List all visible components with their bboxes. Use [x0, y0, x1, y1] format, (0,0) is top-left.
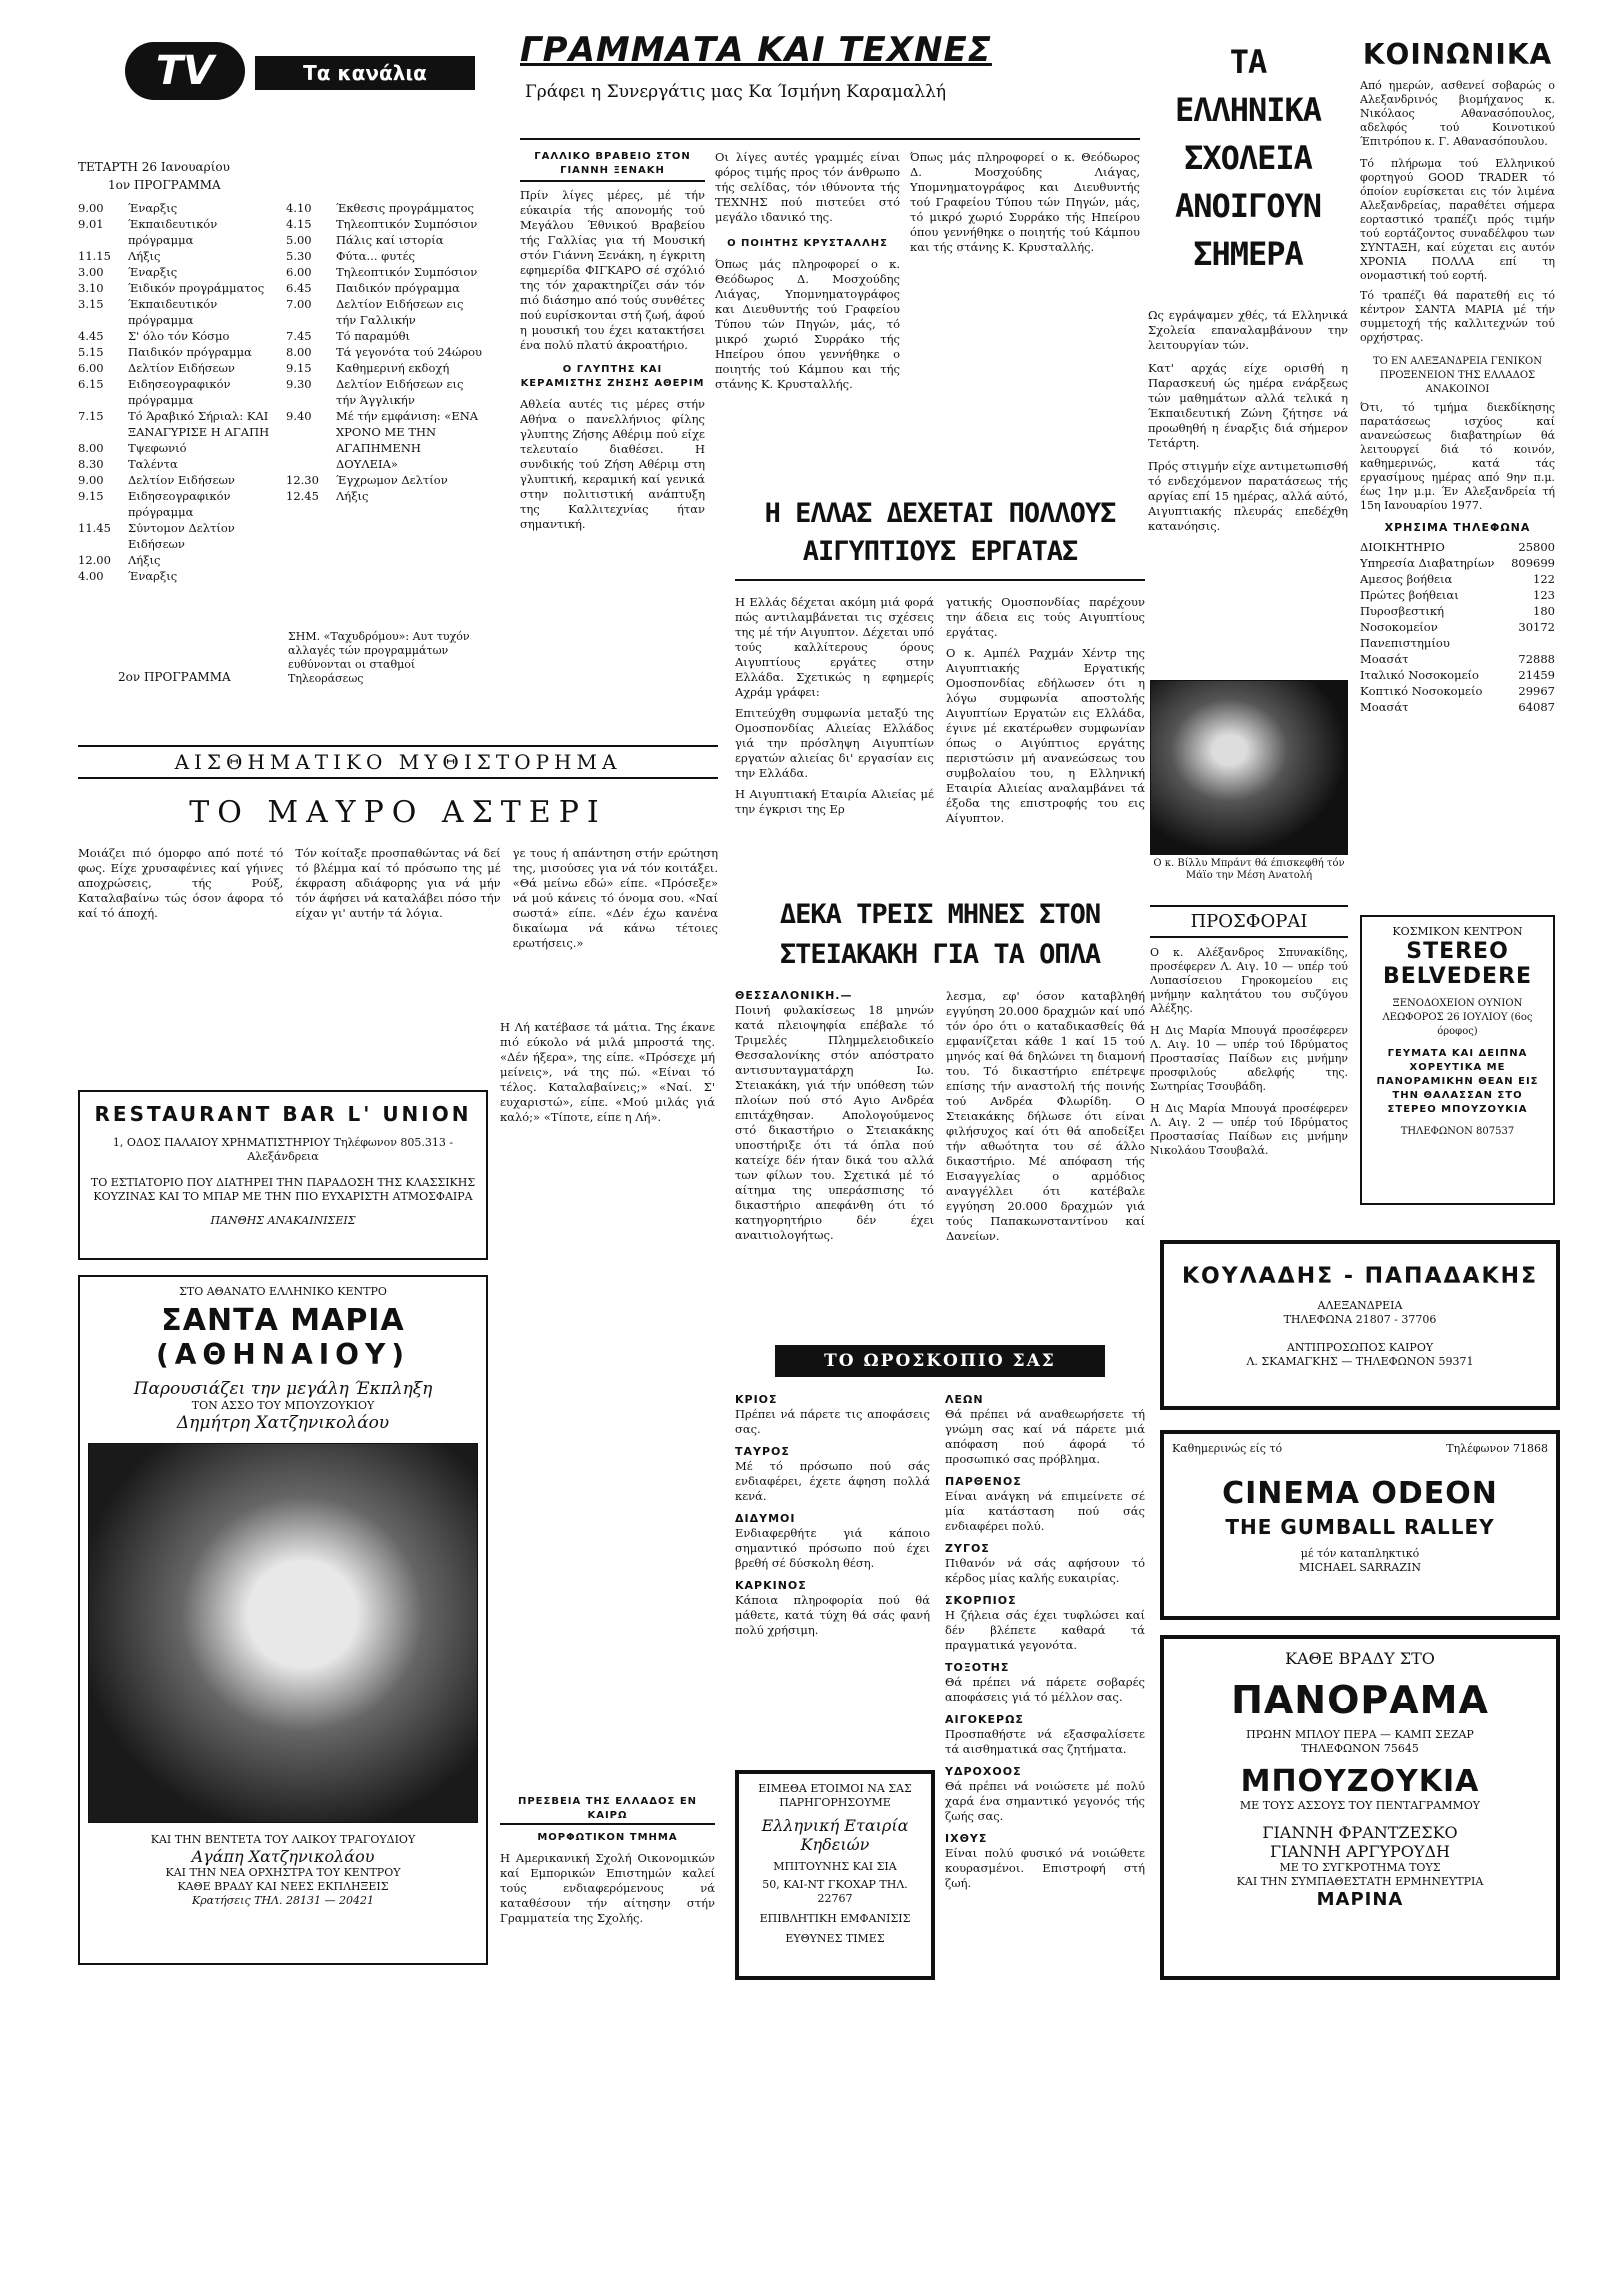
tv-logo-banner — [95, 38, 480, 103]
kouladis-city: ΑΛΕΞΑΝΔΡΕΙΑ — [1317, 1299, 1403, 1312]
stereo-line-5: ΓΕΥΜΑΤΑ ΚΑΙ ΔΕΙΠΝΑ ΧΟΡΕΥΤΙΚΑ ΜΕ ΠΑΝΟΡΑΜΙΚΗΝ ΘΕΑΝ ΕΙΣ ΤΗΝ ΘΑΛΑΣΣΑΝ ΣΤΟ ΣΤΕΡΕΟ ΜΠΟΥΖΟΥΚΙΑ — [1376, 1048, 1539, 1115]
santa-line-4: Παρουσιάζει την μεγάλη Έκπληξη — [133, 1379, 433, 1399]
embassy-heading: ΠΡΕΣΒΕΙΑ ΤΗΣ ΕΛΛΑΔΟΣ ΕΝ ΚΑΙΡΩ — [500, 1795, 715, 1825]
phones-list — [1360, 539, 1555, 715]
stereo-line-1: ΚΟΣΜΙΚΟΝ ΚΕΝΤΡΟΝ — [1392, 925, 1523, 938]
santa-line-7: ΚΑΙ ΤΗΝ ΒΕΝΤΕΤΑ ΤΟΥ ΛΑΙΚΟΥ ΤΡΑΓΟΥΔΙΟΥ — [150, 1833, 416, 1846]
tv-program-row — [78, 280, 278, 296]
schools-text-3: Πρός στιγμήν είχε αντιμετωπισθή τό ενδεχόμενον παρατάσεως τής αργίας επί 15 ημέρας, αλλά αύτό, Αιγυπτιακής πλευράς επεδέχθη κατανόησις. — [1148, 459, 1348, 533]
tv-program-row — [286, 280, 486, 296]
tv-program-row — [286, 408, 486, 472]
brandt-caption: Ο κ. Βίλλυ Μπράντ θά έπισκεφθή τόν Μάϊο την Μέση Ανατολή — [1153, 858, 1345, 881]
panorama-line-5: ΜΠΟΥΖΟΥΚΙΑ — [1240, 1764, 1480, 1799]
zodiac-sign: ΖΥΓΟΣ — [945, 1542, 990, 1555]
tv-time: 12.30 — [286, 473, 319, 487]
tv-show: Λήξις — [336, 489, 369, 503]
phone-label: Υπηρεσία Διαβατηρίων — [1360, 556, 1495, 570]
social-text-2: Τό πλήρωμα τού Ελληνικού φορτηγού GOOD TRADER τό όποίον ευρίσκεται εις τόν λιμένα Αλεξανδρείας, παραθέτει σήμερα εορταστικό τραπέζι πρός τιμήν τού εορτάζοντος συναδέλφου των ΣΥΝΤΑΞΗ, καί εύχεται εις αυτόν ΧΡΟΝΙΑ ΠΟΛΛΑ επί τη ονομαστική τού εορτή. — [1360, 157, 1555, 282]
zodiac-sign: ΚΑΡΚΙΝΟΣ — [735, 1579, 807, 1592]
zodiac-sign: ΣΚΟΡΠΙΟΣ — [945, 1594, 1017, 1607]
tv-show: Έκπαιδευτικόν πρόγραμμα — [128, 217, 218, 247]
stelakakis-text-1: Ποινή φυλακίσεως 18 μηνών κατά πλειοψηφία επέβαλε τό Τριμελές Πλημμελειοδικείο Θεσσαλονίκης στόν απόστρατο αντισυνταγματάρχη Ιω. Στειακάκη, γιά τήν υπόθεση τών πλοίων πού στό Αγιο Ανδρέα επιτάχθησαν. Απολογούμενος στό δικαστήριο ο Στειακάκης υποστήριξε ότι τά όπλα πού κατείχε δέν ήταν δικά του αλλά των φίλων του. Σχετικά μέ τό αίτημα της υπεράσπισης τό δικαστήριο απεφάνθη ότι τό κατηγορητήριο δέν έχει αναιτιολογήτως. — [735, 1003, 934, 1242]
letters-text-4: Αθλεία αυτές τις μέρες στήν Αθήνα ο πανελλήνιος φίλης γλυπτης Ζήσης Αθέριμ πού είχε τελευταίο διαθέσει. Η συνδικής τού Ζήση Αθέριμ στη γλυπτική, κεραμική καί γενικά στην πολιτιστική ανάπτυξη της Καλλιτεχνίας ήταν σημαντική. — [520, 397, 705, 531]
tv-program-row — [78, 296, 278, 328]
tv-time: 12.00 — [78, 553, 111, 567]
tv-program-row — [78, 216, 278, 248]
tv-time: 9.15 — [78, 489, 104, 503]
tv-time: 4.10 — [286, 201, 312, 215]
tv-show: Έκπαιδευτικόν πρόγραμμα — [128, 297, 218, 327]
zodiac-sign: ΑΙΓΟΚΕΡΩΣ — [945, 1713, 1024, 1726]
cinema-line-1: Καθημερινώς είς τό — [1172, 1442, 1283, 1455]
panorama-line-6: ΜΕ ΤΟΥΣ ΑΣΣΟΥΣ ΤΟΥ ΠΕΝΤΑΓΡΑΜΜΟΥ — [1239, 1799, 1481, 1812]
tv-program-row — [286, 216, 486, 232]
tv-show: Τό Άραβικό Σήριαλ: ΚΑΙ ΞΑΝΑΓΥΡΙΣΕ Η ΑΓΑΠΗ — [128, 409, 270, 439]
phone-row — [1360, 603, 1555, 619]
phone-number: 809699 — [1511, 556, 1555, 570]
offers-section — [1150, 905, 1348, 1205]
tv-show: Έκθεσις προγράμματος — [336, 201, 474, 215]
tv-show: Έναρξις — [128, 569, 178, 583]
tv-time: 5.00 — [286, 233, 312, 247]
tv-program-row — [286, 248, 486, 264]
phone-number: 25800 — [1518, 540, 1555, 554]
letters-text-2: Οι λίγες αυτές γραμμές είναι φόρος τιμής προς τόν άνθρωπο τής σελίδας, τόν ιθύνοντα τής ΤΕΧΝΗΣ πού πιστεύει στό μεγάλο ιδανικό της. — [715, 150, 900, 224]
tv-show: Φύτα... φυτές — [336, 249, 415, 263]
funeral-ad — [735, 1770, 935, 1980]
tv-program-row — [286, 360, 486, 376]
tv-schedule — [78, 160, 488, 720]
santa-photo — [88, 1443, 478, 1823]
phone-number: 64087 — [1518, 700, 1555, 714]
cinema-line-4: THE GUMBALL RALLEY — [1225, 1515, 1495, 1539]
tv-program-row — [78, 328, 278, 344]
tv-show: Έναρξις — [128, 265, 178, 279]
zodiac-text: Μέ τό πρόσωπο πού σάς ενδιαφέρει, έχετε άφηση πολλά κενά. — [735, 1459, 930, 1503]
funeral-line-2: Ελληνική Εταιρία Κηδειών — [761, 1816, 909, 1854]
tv-show: Παιδικόν πρόγραμμα — [128, 345, 252, 359]
greece-title: Η ΕΛΛΑΣ ΔΕΧΕΤΑΙ ΠΟΛΛΟΥΣ ΑΙΓΥΠΤΙΟΥΣ ΕΡΓΑΤΑΣ — [735, 495, 1145, 581]
restaurant-body: ΤΟ ΕΣΤΙΑΤΟΡΙΟ ΠΟΥ ΔΙΑΤΗΡΕΙ ΤΗΝ ΠΑΡΑΔΟΣΗ ΤΗΣ ΚΛΑΣΣΙΚΗΣ ΚΟΥΖΙΝΑΣ ΚΑΙ ΤΟ ΜΠΑΡ ΜΕ ΤΗΝ ΠΙΟ ΕΥΧΑΡΙΣΤΗ ΑΤΜΟΣΦΑΙΡΑ — [90, 1176, 476, 1203]
stereo-line-4: ΞΕΝΟΔΟΧΕΙΟΝ ΟΥΝΙΟΝ ΛΕΩΦΟΡΟΣ 26 ΙΟΥΛΙΟΥ (6ος όροφος) — [1382, 998, 1533, 1037]
tv-show: Δελτίον Ειδήσεων — [128, 361, 235, 375]
embassy-text: Η Αμερικανική Σχολή Οικονομικών καί Εμπορικών Επιστημών καλεί τούς ενδιαφερόμενους νά καταθέσουν τήν αίτησην στήν Γραμματεία της Σχολής. — [500, 1851, 715, 1925]
tv-program-row — [286, 472, 486, 488]
letters-byline: Γράφει η Συνεργάτις μας Κα Ίσμήνη Καραμαλλή — [525, 82, 947, 102]
restaurant-address: 1, ΟΔΟΣ ΠΑΛΑΙΟΥ ΧΡΗΜΑΤΙΣΤΗΡΙΟΥ Τηλέφωνον 805.313 - Αλεξάνδρεια — [112, 1136, 454, 1163]
brandt-photo-block — [1150, 680, 1348, 890]
greece-text-1: Η Ελλάς δέχεται ακόμη μιά φορά πώς αντιλαμβάνεται τις σχέσεις της μέ τήν Αιγυπτον. Δέχεται υπό τούς καλλίτερους όρους Αιγυπτίους εργάτες στην Ελλάδα. Σχετικώς η εφημερίς Αχράμ γράφει: — [735, 595, 934, 699]
panorama-line-8: ΓΙΑΝΝΗ ΑΡΓΥΡΟΥΔΗ — [1270, 1842, 1450, 1861]
santa-line-1: ΣΤΟ ΑΘΑΝΑΤΟ ΕΛΛΗΝΙΚΟ ΚΕΝΤΡΟ — [179, 1285, 387, 1298]
phone-number: 21459 — [1518, 668, 1555, 682]
phones-heading: ΧΡΗΣΙΜΑ ΤΗΛΕΦΩΝΑ — [1384, 521, 1531, 534]
tv-time: 7.00 — [286, 297, 312, 311]
tv-show: Έγχρωμον Δελτίον — [336, 473, 448, 487]
schools-title: ΤΑ ΕΛΛΗΝΙΚΑ ΣΧΟΛΕΙΑ ΑΝΟΙΓΟΥΝ ΣΗΜΕΡΑ — [1174, 43, 1322, 273]
tv-show: Δελτίον Ειδήσεων εις τήν Άγγλικήν — [336, 377, 464, 407]
social-text-4: Ότι, τό τμήμα διεκδίκησης παρατάσεως ισχύος καί ανανεώσεως διαβατηρίων θά λειτουργεί διά τό κοινόν, καθημερινώς, κατά τάς εργασίμους ημέρας από 9ην π.μ. έως 1ην μ.μ. Έν Αλεξανδρεία τή 15η Ιανουαρίου 1977. — [1360, 401, 1555, 512]
tv-time: 4.45 — [78, 329, 104, 343]
stelakakis-article — [735, 895, 1145, 1335]
offers-text-2: Η Δις Μαρία Μπουγά προσέφερεν Λ. Αιγ. 10 — υπέρ τού Ιδρύματος Προστασίας Παίδων εις μνήμην προσφιλούς αδελφής της. Σωτηρίας Τσουβάδη. — [1150, 1024, 1348, 1093]
zodiac-text: Θά πρέπει νά νοιώσετε μέ πολύ χαρά ένα σημαντικό γεγονός τής ζωής σας. — [945, 1779, 1145, 1823]
zodiac-text: Κάποια πληροφορία πού θά μάθετε, κατά τύχη θά σάς φανή πολύ χρήσιμη. — [735, 1593, 930, 1637]
phone-number: 180 — [1533, 604, 1555, 618]
phone-row — [1360, 555, 1555, 571]
funeral-line-5: ΕΠΙΒΛΗΤΙΚΗ ΕΜΦΑΝΙΣΙΣ — [759, 1912, 911, 1925]
restaurant-ad — [78, 1090, 488, 1260]
phone-row — [1360, 699, 1555, 715]
cinema-line-6: MICHAEL SARRAZIN — [1299, 1561, 1421, 1574]
greece-text-1b: Επιτεύχθη συμφωνία μεταξύ της Ομοσπονδίας Αλιείας Ελλάδος γιά την πρόσληψη Αιγυπτίων εργατών αλιείας δι' εργασίαν εις την Ελλάδα. — [735, 706, 934, 780]
santa-line-8: Αγάπη Χατζηνικολάου — [191, 1847, 375, 1866]
tv-show: Ειδησεογραφικόν πρόγραμμα — [128, 377, 231, 407]
phone-label: Μοασάτ — [1360, 652, 1409, 666]
tv-time: 11.15 — [78, 249, 111, 263]
letters-heading-2: Ο ΠΟΙΗΤΗΣ ΚΡΥΣΤΑΛΛΗΣ — [727, 238, 888, 249]
greece-article — [735, 495, 1145, 875]
zodiac-text: Είναι πολύ φυσικό νά νοιώθετε κουρασμένοι. Επιστροφή στή ζωή. — [945, 1846, 1145, 1890]
tv-program-2: 2ον ΠΡΟΓΡΑΜΜΑ — [118, 670, 231, 684]
zodiac-sign: ΥΔΡΟΧΟΟΣ — [945, 1765, 1022, 1778]
tv-time: 9.30 — [286, 377, 312, 391]
tv-time: 4.00 — [78, 569, 104, 583]
tv-time: 11.45 — [78, 521, 111, 535]
letters-header: ΓΡΑΜΜΑΤΑ ΚΑΙ ΤΕΧΝΕΣ — [520, 30, 992, 70]
tv-show: Δελτίον Ειδήσεων εις τήν Γαλλικήν — [336, 297, 464, 327]
tv-show: Έιδικόν προγράμματος — [128, 281, 265, 295]
zodiac-sign: ΤΑΥΡΟΣ — [735, 1445, 790, 1458]
kouladis-rep-2: Λ. ΣΚΑΜΑΓΚΗΣ — ΤΗΛΕΦΩΝΟΝ 59371 — [1246, 1355, 1474, 1368]
schools-text-2: Κατ' αρχάς είχε ορισθή η Παρασκευή ώς ημέρα ενάρξεως τών μαθημάτων αλλά τελικά η Έκπαιδευτική Ζώνη ζήτησε νά προωθηθή η έναρξις διά σήμερον Τετάρτη. — [1148, 361, 1348, 450]
tv-show: Δελτίον Ειδήσεων — [128, 473, 235, 487]
tv-time: 3.00 — [78, 265, 104, 279]
tv-time: 5.15 — [78, 345, 104, 359]
offers-title: ΠΡΟΣΦΟΡΑΙ — [1150, 905, 1348, 938]
tv-show: Τψεφωνιό — [128, 441, 187, 455]
phone-number: 72888 — [1518, 652, 1555, 666]
letters-heading-1: ΓΑΛΛΙΚΟ ΒΡΑΒΕΙΟ ΣΤΟΝ ΓΙΑΝΝΗ ΞΕΝΑΚΗ — [520, 150, 705, 182]
tv-subtitle: Τα κανάλια — [255, 56, 475, 90]
tv-program-row — [78, 264, 278, 280]
tv-time: 5.30 — [286, 249, 312, 263]
panorama-line-3: ΠΡΩΗΝ ΜΠΛΟΥ ΠΕΡΑ — ΚΑΜΠ ΣΕΖΑΡ — [1246, 1728, 1474, 1741]
tv-time: 7.45 — [286, 329, 312, 343]
phone-label: Νοσοκομείον Πανεπιστημίου — [1360, 620, 1450, 650]
panorama-line-1: ΚΑΘΕ ΒΡΑΔΥ ΣΤΟ — [1285, 1649, 1435, 1668]
tv-program-row — [78, 408, 278, 440]
panorama-line-10: ΚΑΙ ΤΗΝ ΣΥΜΠΑΘΕΣΤΑΤΗ ΕΡΜΗΝΕΥΤΡΙΑ — [1236, 1875, 1484, 1888]
santa-line-3: (ΑΘΗΝΑΙΟΥ) — [155, 1338, 411, 1371]
santa-maria-ad — [78, 1275, 488, 1965]
tv-program-row — [78, 456, 278, 472]
tv-program-row — [286, 344, 486, 360]
tv-time: 7.15 — [78, 409, 104, 423]
tv-program-row — [78, 248, 278, 264]
tv-time: 6.00 — [286, 265, 312, 279]
santa-line-6: Δημήτρη Χατζηνικολάου — [176, 1413, 390, 1433]
letters-heading-3: Ο ΓΛΥΠΤΗΣ ΚΑΙ ΚΕΡΑΜΙΣΤΗΣ ΖΗΣΗΣ ΑΘΕΡΙΜ — [520, 364, 705, 389]
phone-number: 122 — [1533, 572, 1555, 586]
tv-program-row — [78, 488, 278, 520]
tv-time: 12.45 — [286, 489, 319, 503]
novel-title: ΤΟ ΜΑΥΡΟ ΑΣΤΕΡΙ — [189, 795, 607, 830]
tv-show: Μέ τήν εμφάνιση: «ΕΝΑ ΧΡΟΝΟ ΜΕ ΤΗΝ ΑΓΑΠΗΜΕΝΗ ΔΟΥΛΕΙΑ» — [336, 409, 479, 471]
zodiac-sign: ΙΧΘΥΣ — [945, 1832, 988, 1845]
zodiac-sign: ΠΑΡΘΕΝΟΣ — [945, 1475, 1022, 1488]
phone-row — [1360, 539, 1555, 555]
letters-text-col3: Όπως μάς πληροφορεί ο κ. Θεόδωρος Δ. Μοσχούδης Λιάγας, Υπομνηματογράφος και Διευθυντής τού Γραφείου Τύπου τών Πηγών, μάς, τό μικρό χωριό Συρράκο τής Ηπείρου όπου γεννήθηκε ο ποιητής τού Κάμπου και τής στάνης Κ. Κρυσταλλής. — [910, 150, 1140, 254]
tv-show: Παιδικόν πρόγραμμα — [336, 281, 460, 295]
tv-program-row — [78, 568, 278, 584]
phone-label: ΔΙΟΙΚΗΤΗΡΙΟ — [1360, 540, 1445, 554]
tv-show: Καθημερινή εκδοχή — [336, 361, 450, 375]
zodiac-text: Προσπαθήστε νά εξασφαλίσετε τά αισθηματικά σας ζητήματα. — [945, 1727, 1145, 1756]
tv-show: Τό παραμύθι — [336, 329, 410, 343]
funeral-line-4: 50, ΚΑΙ-ΝΤ ΓΚΟΧΑΡ ΤΗΛ. 22767 — [762, 1878, 908, 1905]
cinema-line-3: CINEMA ODEON — [1222, 1476, 1498, 1511]
tv-show: Τηλεοπτικόν Συμπόσιον — [336, 265, 478, 279]
zodiac-text: Είναι ανάγκη νά επιμείνετε σέ μία κατάσταση πού σάς ενδιαφέρει πολύ. — [945, 1489, 1145, 1533]
tv-program-1: 1ον ΠΡΟΓΡΑΜΜΑ — [108, 178, 221, 192]
schools-text-1: Ως εγράψαμεν χθές, τά Ελληνικά Σχολεία επαναλαμβάνουν την λειτουργίαν τών. — [1148, 308, 1348, 352]
tv-time: 9.01 — [78, 217, 104, 231]
tv-program-row — [78, 200, 278, 216]
horoscope-title: ΤΟ ΩΡΟΣΚΟΠΙΟ ΣΑΣ — [775, 1345, 1105, 1377]
novel-col-3: γε τους ή απάντηση στήν ερώτηση της, μισούσες για νά τόν κοιτάξει. «Θά μείνω εδώ» είπε. «Πρόσεξε» νά μού κάνεις τό όνομα σου. «Ναί σωστά» είπε. «Δέν έχω κανένα δικαίωμα νά κάνω τέτοιες ερωτήσεις.» — [512, 846, 718, 950]
phone-number: 123 — [1533, 588, 1555, 602]
tv-time: 6.15 — [78, 377, 104, 391]
tv-time: 3.15 — [78, 297, 104, 311]
social-title: ΚΟΙΝΩΝΙΚΑ — [1362, 38, 1553, 71]
tv-program-row — [286, 488, 486, 504]
tv-show: Λήξις — [128, 249, 161, 263]
restaurant-title: RESTAURANT BAR L' UNION — [94, 1102, 472, 1126]
santa-line-5: ΤΟΝ ΑΣΣΟ ΤΟΥ ΜΠΟΥΖΟΥΚΙΟΥ — [191, 1399, 375, 1412]
santa-line-2: ΣΑΝΤΑ ΜΑΡΙΑ — [161, 1303, 405, 1338]
embassy-subheading: ΜΟΡΦΩΤΙΚΟΝ ΤΜΗΜΑ — [537, 1832, 678, 1843]
tv-time: 4.15 — [286, 217, 312, 231]
zodiac-sign: ΛΕΩΝ — [945, 1393, 984, 1406]
phone-label: Μοασάτ — [1360, 700, 1409, 714]
tv-time: 8.30 — [78, 457, 104, 471]
novel-top: ΑΙΣΘΗΜΑΤΙΚΟ ΜΥΘΙΣΤΟΡΗΜΑ — [78, 745, 718, 779]
greece-text-2: γατικής Ομοσπονδίας παρέχουν την άδεια εις τούς Αιγυπτίους εργάτας. — [946, 595, 1145, 639]
zodiac-text: Ενδιαφερθήτε γιά κάποιο σημαντικό πρόσωπο πού έχει βρεθή σέ δύσκολη θέση. — [735, 1526, 930, 1570]
funeral-line-1: ΕΙΜΕΘΑ ΕΤΟΙΜΟΙ ΝΑ ΣΑΣ ΠΑΡΗΓΟΡΗΣΟΥΜΕ — [758, 1782, 912, 1809]
santa-line-10: ΚΑΘΕ ΒΡΑΔΥ ΚΑΙ ΝΕΕΣ ΕΚΠΛΗΞΕΙΣ — [177, 1880, 389, 1893]
phone-row — [1360, 587, 1555, 603]
panorama-line-7: ΓΙΑΝΝΗ ΦΡΑΝΤΖΕΣΚΟ — [1262, 1823, 1458, 1842]
stereo-line-2: STEREO — [1406, 939, 1509, 964]
tv-show: Σ' όλο τόν Κόσμο — [128, 329, 230, 343]
stereo-line-3: BELVEDERE — [1382, 964, 1533, 989]
social-text-3: Τό τραπέζι θά παρατεθή εις τό κέντρον ΣΑΝΤΑ ΜΑΡΙΑ μέ τήν συμμετοχή τής καλλιτεχνών τού ορχήστρας. — [1360, 289, 1555, 344]
zodiac-text: Η ζήλεια σάς έχει τυφλώσει καί δέν βλέπετε καθαρά τά πραγματικά γεγονότα. — [945, 1608, 1145, 1652]
restaurant-sign: ΠΑΝΘΗΣ ΑΝΑΚΑΙΝΙΣΕΙΣ — [210, 1214, 356, 1227]
horoscope-left — [735, 1393, 930, 1753]
letters-text-1: Πρίν λίγες μέρες, μέ τήν εύκαιρία τής απονομής τού Μεγάλου Έθνικού Βραβείου τής Γαλλίας για τή Μουσική στόν Γιάννη Ξενάκη, η έγκριτη εφημερίδα ΦΙΓΚΑΡΟ σέ σχόλιό της τόν χαρακτηρίζει σάν τόν πιό διάσημο από τούς συνθέτες πού ευρίσκονται στή ζωή, άφού η μουσική του έχει κατακτήσει ένα πολύ πλατύ άκροατήριο. — [520, 188, 705, 352]
tv-program-row — [78, 440, 278, 456]
tv-program-row — [286, 328, 486, 344]
panorama-line-4: ΤΗΛΕΦΩΝΟΝ 75645 — [1301, 1742, 1419, 1755]
phone-label: Ιταλικό Νοσοκομείο — [1360, 668, 1479, 682]
tv-time: 6.00 — [78, 361, 104, 375]
novel-col-3-cont: Η Λή κατέβασε τά μάτια. Της έκανε πιό εύκολο νά μιλά μπροστά της. «Δέν ήξερα», της είπε. «Πρόσεχε μή μείνεις», νά της πώ. «Είναι τό τέλος. Καταλαβαίνεις;» «Ναί. Σ' ευχαριστώ», είπε. «Μού μιλάς γιά καλό;» «Τίποτε, είπε η Λή». — [500, 1020, 715, 1124]
letters-text-3: Όπως μάς πληροφορεί ο κ. Θεόδωρος Δ. Μοσχούδης Λιάγας, Υπομνηματογράφος και Διευθυντής τού Γραφείου Τύπου τών Πηγών, μάς, τό μικρό χωριό Συρράκο τής Ηπείρου όπου γεννήθηκε ο ποιητής τού Κάμπου και τής στάνης Κ. Κρυσταλλής. — [715, 257, 900, 391]
greece-text-2b: Ο κ. Αμπέλ Ραχμάν Χέντρ της Αιγυπτιακής Εργατικής Ομοσπονδίας εδήλωσεν ότι η λόγω συμφωνία αποστολής Αιγυπτίων Εργατών εις Ελλάδα, έγινε μέ εκατέρωθεν συμφωνίαν όπως ο Αιγύπτιος εργάτης περιστώσιν μή ανανεώσεως του συμβολαίου του, η Ελληνική Εταιρία Αλιείας αναλαμβάνει τά έξοδα της επιστροφής του εις Αίγυπτον. — [946, 646, 1145, 825]
phone-number: 29967 — [1518, 684, 1555, 698]
tv-time: 9.00 — [78, 201, 104, 215]
zodiac-sign: ΚΡΙΟΣ — [735, 1393, 778, 1406]
brandt-photo — [1150, 680, 1348, 855]
cinema-odeon-ad — [1160, 1430, 1560, 1620]
stereo-line-6: ΤΗΛΕΦΩΝΟΝ 807537 — [1400, 1126, 1515, 1137]
zodiac-sign: ΤΟΞΟΤΗΣ — [945, 1661, 1010, 1674]
tv-time: 9.40 — [286, 409, 312, 423]
tv-program-row — [286, 376, 486, 408]
tv-time: 9.15 — [286, 361, 312, 375]
tv-day: ΤΕΤΑΡΤΗ 26 Ιανουαρίου — [78, 160, 230, 174]
announce-heading: ΑΝΑΚΟΙΝΟΙ — [1425, 384, 1490, 395]
tv-show: Ταλέντα — [128, 457, 178, 471]
panorama-ad — [1160, 1635, 1560, 1980]
tv-show: Λήξις — [128, 553, 161, 567]
zodiac-text: Πιθανόν νά σάς αφήσουν τό κέρδος μίας καλής ευκαιρίας. — [945, 1556, 1145, 1585]
tv-note: ΣΗΜ. «Ταχυδρόμου»: Αυτ τυχόν αλλαγές τών προγραμμάτων ευθύνονται οι σταθμοί Τηλεοράσεως — [288, 630, 470, 685]
stelakakis-text-2: λεσμα, εφ' όσον καταβληθή εγγύηση 20.000 δραχμών καί υπό τόν όρο ότι ο καταδικασθείς θά εμφανίζεται κάθε 1 καί 15 τού μηνός καί θά δηλώνει τη διαμονή του. Τό δικαστήριο επέτρεψε επίσης τήν αναστολή τής ποινής τού Ανδρέα Φλωρίδη. Ο Στειακάκης δήλωσε ότι είναι φιλήσυχος καί ότι θά αποδείξει τήν αθωότητα του σέ άλλο δικαστήριο. Μέ απόφαση τής Εισαγγελίας ο αρμόδιος αναγγέλλει ότι κατέβαλε εγγύηση 20.000 δραχμών γιά τούς Παπακωνσταντίνου καί Δανείων. — [946, 989, 1145, 1243]
schools-article — [1148, 38, 1348, 678]
stereo-belvedere-ad — [1360, 915, 1555, 1205]
zodiac-text: Πρέπει νά πάρετε τις αποφάσεις σας. — [735, 1407, 930, 1436]
phone-label: Πρώτες βοήθειαι — [1360, 588, 1459, 602]
cinema-line-5: μέ τόν καταπληκτικό — [1300, 1547, 1420, 1560]
tv-program-row — [78, 360, 278, 376]
santa-line-9: ΚΑΙ ΤΗΝ ΝΕΑ ΟΡΧΗΣΤΡΑ ΤΟΥ ΚΕΝΤΡΟΥ — [165, 1866, 401, 1879]
offers-text-3: Η Δις Μαρία Μπουγά προσέφερεν Λ. Αιγ. 2 — υπέρ τού Ιδρύματος Προστασίας Παίδων εις μνήμην Νικολάου Τσουβαλά. — [1150, 1102, 1348, 1157]
tv-show: Πάλις καί ιστορία — [336, 233, 444, 247]
phone-label: Πυροσβεστική — [1360, 604, 1444, 618]
phone-label: Κοπτικό Νοσοκομείο — [1360, 684, 1483, 698]
tv-show: Έναρξις — [128, 201, 178, 215]
tv-show: Ειδησεογραφικόν πρόγραμμα — [128, 489, 231, 519]
panorama-line-9: ΜΕ ΤΟ ΣΥΓΚΡΟΤΗΜΑ ΤΟΥΣ — [1279, 1861, 1441, 1874]
tv-time: 3.10 — [78, 281, 104, 295]
tv-program-row — [286, 232, 486, 248]
phone-label: Αμεσος βοήθεια — [1360, 572, 1453, 586]
tv-show: Τηλεοπτικόν Συμπόσιον — [336, 217, 478, 231]
tv-program-row — [286, 200, 486, 216]
kouladis-rep: ΑΝΤΙΠΡΟΣΩΠΟΣ ΚΑΙΡΟΥ — [1286, 1341, 1434, 1354]
consulate-heading: ΤΟ ΕΝ ΑΛΕΞΑΝΔΡΕΙΑ ΓΕΝΙΚΟΝ ΠΡΟΞΕΝΕΙΟΝ ΤΗΣ ΕΛΛΑΔΟΣ — [1373, 356, 1542, 381]
tv-program-row — [78, 520, 278, 552]
tv-program-row — [78, 472, 278, 488]
phone-row — [1360, 571, 1555, 587]
kouladis-ad — [1160, 1240, 1560, 1410]
tv-left-column — [78, 200, 278, 584]
tv-program-row — [286, 296, 486, 328]
novel-col-2: Τόν κοίταξε προσπαθώντας νά δεί τό βλέμμα καί τό πρόσωπο της μέ έκφραση αδιάφορης για νά μήν τόν άφήσει νά καταλάβει πόσο τήν είχαν γι' αυτήν τά λόγια. — [295, 846, 501, 920]
panorama-line-11: ΜΑΡΙΝΑ — [1316, 1889, 1404, 1910]
stelakakis-place: ΘΕΣΣΑΛΟΝΙΚΗ.— — [735, 989, 853, 1002]
phone-number: 30172 — [1518, 620, 1555, 634]
tv-program-row — [78, 552, 278, 568]
tv-time: 9.00 — [78, 473, 104, 487]
tv-program-row — [78, 344, 278, 360]
novel-col-1: Μοιάζει πιό όμορφο από ποτέ τό φως. Είχε χρυσαφένιες καί γήινες αποχρώσεις, τής Ρούξ, Καταλαβαίνω τώς όσον άφορα τό καί τό άποχή. — [78, 846, 284, 920]
kouladis-title: ΚΟΥΛΑΔΗΣ - ΠΑΠΑΔΑΚΗΣ — [1181, 1264, 1539, 1289]
phone-row — [1360, 683, 1555, 699]
phone-row — [1360, 651, 1555, 667]
tv-time: 6.45 — [286, 281, 312, 295]
funeral-line-6: ΕΥΘΥΝΕΣ ΤΙΜΕΣ — [785, 1932, 885, 1945]
tv-show: Τά γεγονότα τού 24ώρου — [336, 345, 483, 359]
santa-line-11: Κρατήσεις ΤΗΛ. 28131 — 20421 — [191, 1894, 374, 1907]
funeral-line-3: ΜΠΙΤΟΥΝΗΣ ΚΑΙ ΣΙΑ — [773, 1860, 897, 1873]
tv-program-row — [286, 264, 486, 280]
tv-right-column — [286, 200, 486, 584]
social-text-1: Από ημερών, ασθενεί σοβαρώς ο Αλεξανδρινός βιομήχανος κ. Νικόλαος Αθανασόπουλος, αδελφός τού Κοινοτικού Έπιτρόπου κ. Γ. Αθανασόπουλου. — [1360, 79, 1555, 148]
zodiac-text: Θά πρέπει νά αναθεωρήσετε τή γνώμη σας καί νά πάρετε μιά απόφαση πού άφορά τό προσωπικό σας πρόβλημα. — [945, 1407, 1145, 1466]
panorama-line-2: ΠΑΝΟΡΑΜΑ — [1231, 1678, 1489, 1722]
tv-program-row — [78, 376, 278, 408]
tv-time: 8.00 — [286, 345, 312, 359]
horoscope-right — [945, 1393, 1145, 1983]
kouladis-phone: ΤΗΛΕΦΩΝΑ 21807 - 37706 — [1283, 1313, 1437, 1326]
greece-text-1c: Η Αιγυπτιακή Εταιρία Αλιείας μέ την έγκρισι της Ερ — [735, 787, 934, 816]
zodiac-text: Θά πρέπει νά πάρετε σοβαρές αποφάσεις γιά τό μέλλον σας. — [945, 1675, 1145, 1704]
social-column — [1360, 38, 1555, 908]
tv-time: 8.00 — [78, 441, 104, 455]
zodiac-sign: ΔΙΔΥΜΟΙ — [735, 1512, 796, 1525]
tv-logo: TV — [125, 42, 245, 100]
cinema-line-2: Τηλέφωνον 71868 — [1446, 1442, 1548, 1455]
embassy-notice — [500, 1795, 715, 2095]
phone-row — [1360, 667, 1555, 683]
phone-row — [1360, 619, 1555, 651]
offers-text-1: Ο κ. Αλέξανδρος Σπυνακίδης, προσέφερεν Λ. Αιγ. 10 — υπέρ τού Λυπασίσειου Γηροκομείου εις μνήμην καλητάτου του συζύγου Αλέξης. — [1150, 946, 1348, 1015]
tv-show: Σύντομον Δελτίον Ειδήσεων — [128, 521, 235, 551]
stelakakis-title: ΔΕΚΑ ΤΡΕΙΣ ΜΗΝΕΣ ΣΤΟΝ ΣΤΕΙΑΚΑΚΗ ΓΙΑ ΤΑ ΟΠΛΑ — [779, 899, 1101, 970]
